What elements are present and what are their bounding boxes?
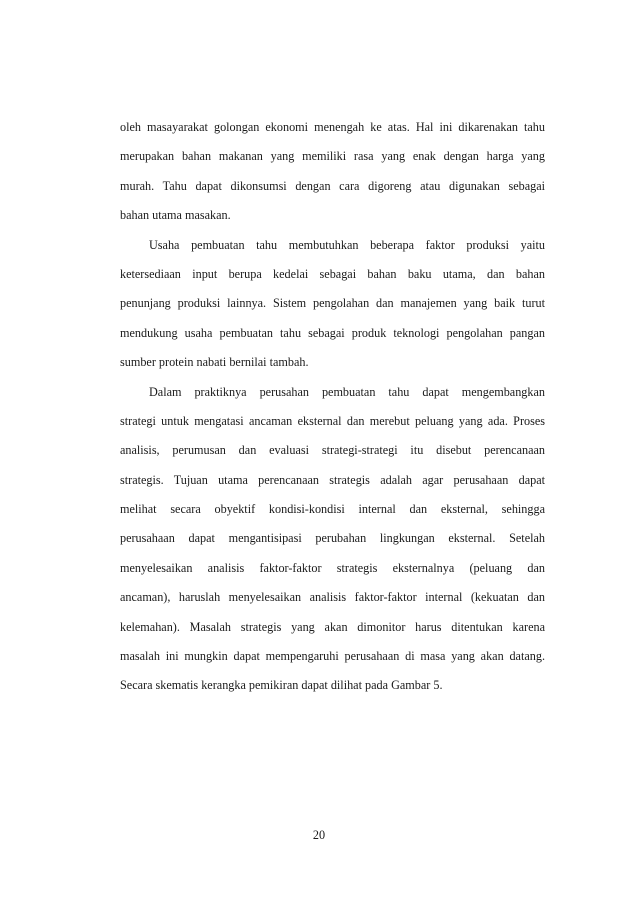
text-line: kelemahan). Masalah strategis yang akan dimonitor harus ditentukan karena bbox=[120, 619, 545, 634]
text-line: analisis, perumusan dan evaluasi strategi-strategi itu disebut perencanaan bbox=[120, 443, 545, 458]
text-line: Secara skematis kerangka pemikiran dapat dilihat pada Gambar 5. bbox=[120, 678, 443, 693]
text-line: strategis. Tujuan utama perencanaan strategis adalah agar perusahaan dapat bbox=[120, 472, 545, 487]
text-line: ketersediaan input berupa kedelai sebagai bahan baku utama, dan bahan bbox=[120, 266, 545, 281]
paragraph-first-line: Usaha pembuatan tahu membutuhkan beberapa faktor produksi yaitu bbox=[149, 237, 545, 252]
text-line: menyelesaikan analisis faktor-faktor strategis eksternalnya (peluang dan bbox=[120, 560, 545, 575]
text-line: melihat secara obyektif kondisi-kondisi internal dan eksternal, sehingga bbox=[120, 502, 545, 517]
paragraph-first-line: Dalam praktiknya perusahan pembuatan tahu dapat mengembangkan bbox=[149, 384, 545, 399]
text-line: strategi untuk mengatasi ancaman eksternal dan merebut peluang yang ada. Proses bbox=[120, 413, 545, 428]
text-line: mendukung usaha pembuatan tahu sebagai produk teknologi pengolahan pangan bbox=[120, 325, 545, 340]
page-number: 20 bbox=[312, 828, 326, 842]
text-line: merupakan bahan makanan yang memiliki rasa yang enak dengan harga yang bbox=[120, 149, 545, 164]
text-line: murah. Tahu dapat dikonsumsi dengan cara digoreng atau digunakan sebagai bbox=[120, 178, 545, 193]
text-line: bahan utama masakan. bbox=[120, 208, 231, 223]
text-line: perusahaan dapat mengantisipasi perubahan lingkungan eksternal. Setelah bbox=[120, 531, 545, 546]
text-line: oleh masayarakat golongan ekonomi menengah ke atas. Hal ini dikarenakan tahu bbox=[120, 120, 545, 134]
text-line: sumber protein nabati bernilai tambah. bbox=[120, 355, 309, 370]
text-line: ancaman), haruslah menyelesaikan analisis faktor-faktor internal (kekuatan dan bbox=[120, 590, 545, 605]
body-text bbox=[120, 119, 545, 707]
text-line: masalah ini mungkin dapat mempengaruhi perusahaan di masa yang akan datang. bbox=[120, 649, 545, 664]
text-line: penunjang produksi lainnya. Sistem pengolahan dan manajemen yang baik turut bbox=[120, 296, 545, 311]
